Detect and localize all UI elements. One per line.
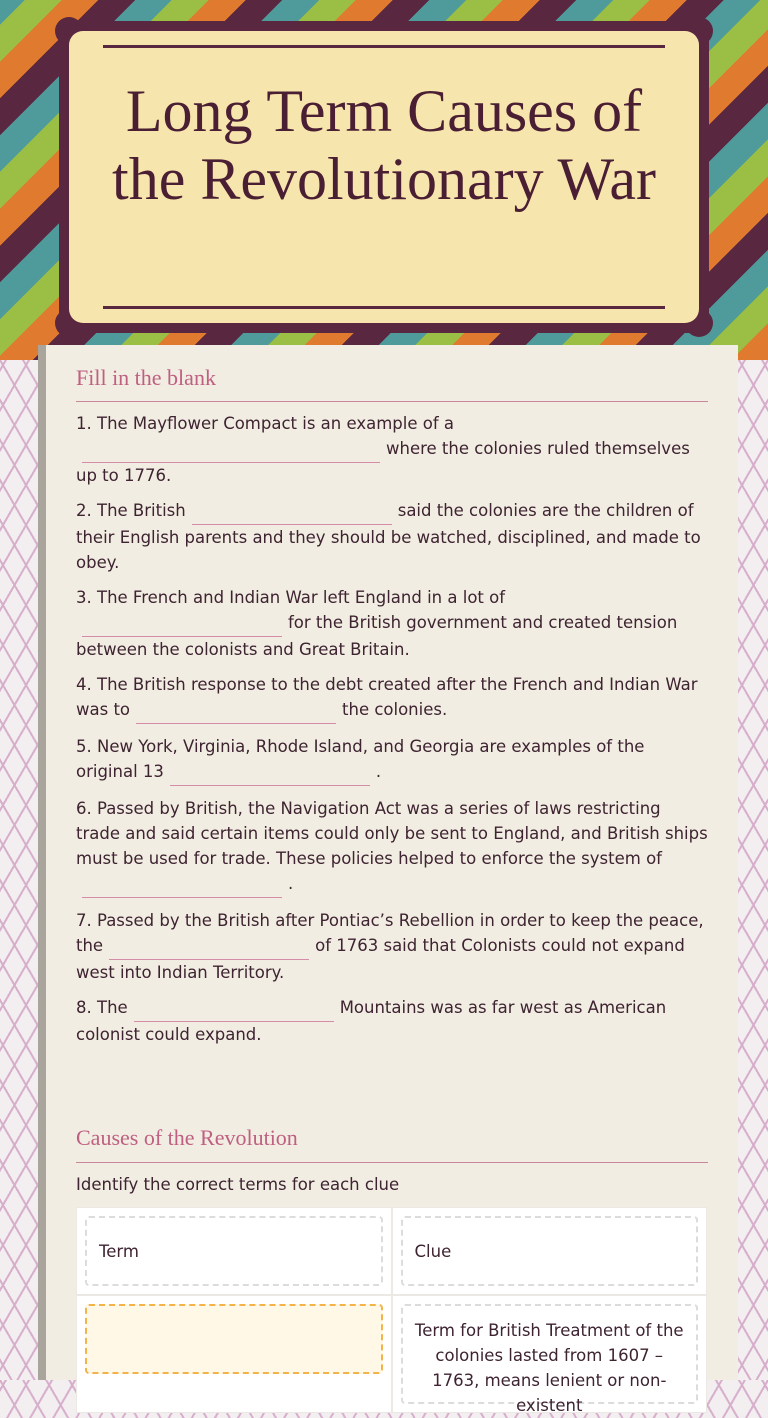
answer-blank-5[interactable] bbox=[170, 763, 370, 786]
matching-instructions: Identify the correct terms for each clue bbox=[76, 1175, 400, 1194]
term-cell bbox=[76, 1295, 392, 1413]
table-header-row bbox=[76, 1207, 707, 1295]
section-divider bbox=[76, 401, 708, 402]
clue-cell-wrapper bbox=[392, 1295, 708, 1413]
table-row bbox=[76, 1295, 707, 1413]
question: 1. The Mayflower Compact is an example of awhere the colonies ruled themselves up to 1776. bbox=[76, 414, 690, 485]
worksheet-title: Long Term Causes of the Revolutionary War bbox=[112, 78, 656, 212]
header-cell-clue bbox=[392, 1207, 708, 1295]
question: 3. The French and Indian War left England in a lot offor the British government and created tension between the colonists and Great Britain. bbox=[76, 588, 678, 659]
header-cell-term bbox=[76, 1207, 392, 1295]
answer-blank-6[interactable] bbox=[82, 875, 282, 898]
section-divider bbox=[76, 1162, 708, 1163]
title-rule-top bbox=[103, 45, 665, 48]
title-panel bbox=[69, 31, 699, 323]
answer-blank-2[interactable] bbox=[192, 502, 392, 525]
answer-blank-8[interactable] bbox=[134, 999, 334, 1022]
question: 7. Passed by the British after Pontiac’s Rebellion in order to keep the peace, the of 1763 said that Colonists could not expand west into Indian Territory. bbox=[76, 911, 704, 982]
answer-blank-1[interactable] bbox=[82, 440, 380, 463]
fill-in-blank-questions bbox=[76, 411, 708, 1057]
title-rule-bottom bbox=[103, 306, 665, 309]
column-header-clue: Clue bbox=[401, 1216, 699, 1286]
question: 6. Passed by British, the Navigation Act was a series of laws restricting trade and said certain items could only be sent to England, and British ships must be used for trade. These policies helped to enforce the system of. bbox=[76, 796, 708, 898]
title-card bbox=[59, 21, 709, 333]
section-heading-causes: Causes of the Revolution bbox=[76, 1125, 298, 1150]
clue-text: Term for British Treatment of the colonies lasted from 1607 – 1763, means lenient or non-existent bbox=[401, 1304, 699, 1404]
question: 5. New York, Virginia, Rhode Island, and Georgia are examples of the original 13 . bbox=[76, 734, 708, 786]
answer-blank-4[interactable] bbox=[136, 701, 336, 724]
section-heading-fill-in-blank: Fill in the blank bbox=[76, 365, 216, 390]
answer-blank-3[interactable] bbox=[82, 614, 282, 637]
column-header-term: Term bbox=[85, 1216, 383, 1286]
worksheet-paper bbox=[38, 345, 738, 1415]
question: 8. The Mountains was as far west as American colonist could expand. bbox=[76, 998, 667, 1044]
question: 2. The British said the colonies are the children of their English parents and they should be watched, disciplined, and made to obey. bbox=[76, 501, 701, 572]
question: 4. The British response to the debt created after the French and Indian War was to the colonies. bbox=[76, 672, 708, 724]
answer-blank-7[interactable] bbox=[109, 937, 309, 960]
term-drop-target[interactable] bbox=[85, 1304, 383, 1374]
matching-table bbox=[76, 1207, 707, 1413]
